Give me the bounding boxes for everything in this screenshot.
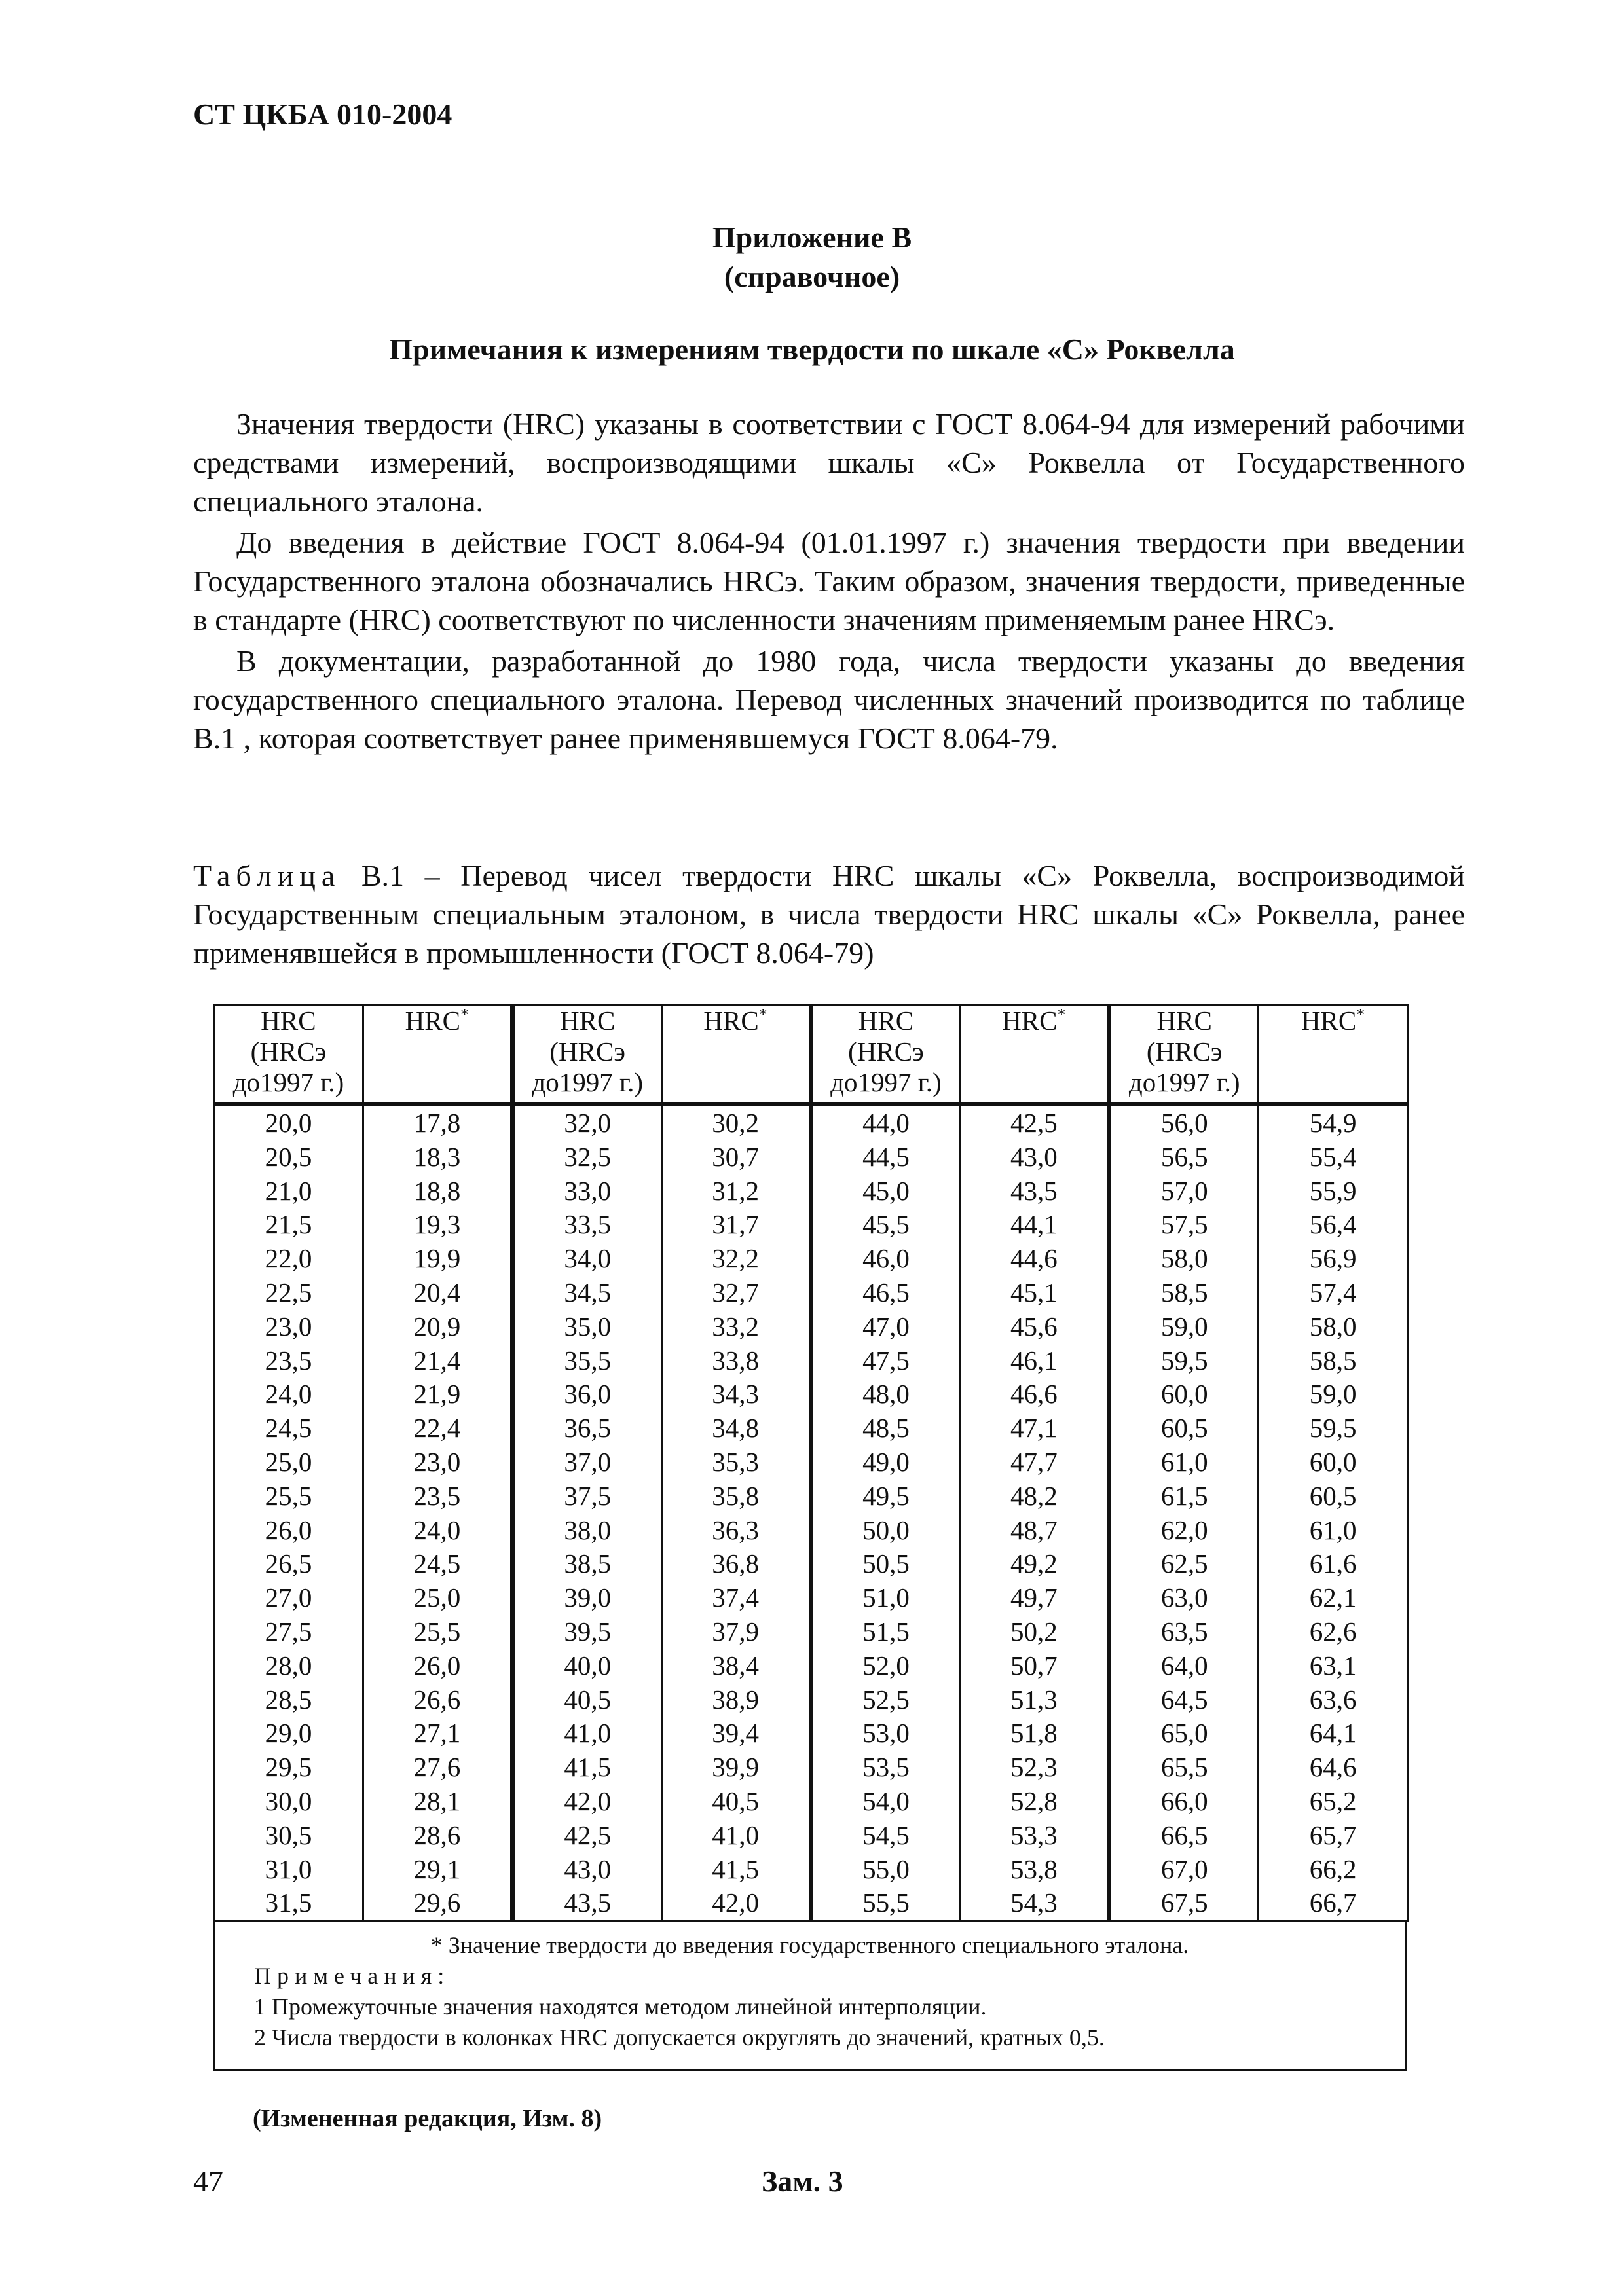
- table-cell-hrc-old: 31,7: [661, 1208, 811, 1242]
- table-cell-hrc-old: 46,6: [960, 1377, 1109, 1412]
- table-cell-hrc-new: 64,5: [1109, 1683, 1259, 1717]
- table-row: [214, 1751, 1408, 1785]
- edit-note: (Измененная редакция, Изм. 8): [253, 2105, 602, 2132]
- table-cell-hrc-new: 20,0: [214, 1104, 363, 1140]
- footnote-mark: *: [758, 1005, 767, 1025]
- table-cell-hrc-old: 65,7: [1259, 1819, 1408, 1853]
- column-header-hrc-old: [1259, 1005, 1408, 1105]
- column-header-hrc-new: [214, 1005, 363, 1105]
- table-cell-hrc-old: 63,6: [1259, 1683, 1408, 1717]
- table-row: [214, 1649, 1408, 1683]
- table-cell-hrc-new: 47,0: [811, 1310, 960, 1344]
- column-header-line: до1997 г.): [532, 1067, 644, 1097]
- table-cell-hrc-new: 33,0: [512, 1175, 661, 1209]
- table-cell-hrc-old: 36,8: [661, 1547, 811, 1581]
- footnote-mark: *: [460, 1005, 469, 1025]
- table-cell-hrc-old: 50,2: [960, 1615, 1109, 1649]
- table-cell-hrc-new: 38,5: [512, 1547, 661, 1581]
- column-header-line: (HRCэ: [1146, 1036, 1223, 1066]
- table-row: [214, 1514, 1408, 1548]
- notes-label: Примечания:: [254, 1963, 451, 1990]
- table-cell-hrc-new: 61,5: [1109, 1480, 1259, 1514]
- table-cell-hrc-old: 45,6: [960, 1310, 1109, 1344]
- table-cell-hrc-old: 55,9: [1259, 1175, 1408, 1209]
- table-cell-hrc-old: 49,2: [960, 1547, 1109, 1581]
- table-cell-hrc-old: 39,4: [661, 1717, 811, 1751]
- table-cell-hrc-old: 64,6: [1259, 1751, 1408, 1785]
- table-cell-hrc-new: 51,0: [811, 1581, 960, 1615]
- table-cell-hrc-old: 53,8: [960, 1853, 1109, 1887]
- column-header-hrc-new: [811, 1005, 960, 1105]
- table-cell-hrc-old: 30,2: [661, 1104, 811, 1140]
- table-cell-hrc-old: 21,9: [363, 1377, 512, 1412]
- table-cell-hrc-new: 31,5: [214, 1886, 363, 1921]
- table-row: [214, 1140, 1408, 1175]
- table-cell-hrc-new: 41,0: [512, 1717, 661, 1751]
- table-cell-hrc-new: 50,5: [811, 1547, 960, 1581]
- table-cell-hrc-old: 39,9: [661, 1751, 811, 1785]
- table-cell-hrc-new: 33,5: [512, 1208, 661, 1242]
- table-cell-hrc-old: 36,3: [661, 1514, 811, 1548]
- table-row: [214, 1175, 1408, 1209]
- column-header-hrc-old: [960, 1005, 1109, 1105]
- table-cell-hrc-old: 60,5: [1259, 1480, 1408, 1514]
- table-cell-hrc-new: 42,5: [512, 1819, 661, 1853]
- table-cell-hrc-new: 53,5: [811, 1751, 960, 1785]
- hardness-conversion-table: [213, 1004, 1409, 1922]
- table-cell-hrc-old: 35,3: [661, 1446, 811, 1480]
- table-cell-hrc-old: 53,3: [960, 1819, 1109, 1853]
- table-cell-hrc-old: 57,4: [1259, 1276, 1408, 1310]
- table-cell-hrc-new: 31,0: [214, 1853, 363, 1887]
- column-header-line: (HRCэ: [848, 1036, 924, 1066]
- table-cell-hrc-old: 58,5: [1259, 1344, 1408, 1378]
- table-cell-hrc-old: 52,3: [960, 1751, 1109, 1785]
- table-cell-hrc-new: 48,0: [811, 1377, 960, 1412]
- column-header-hrc-new: [1109, 1005, 1259, 1105]
- column-header-line: до1997 г.): [830, 1067, 942, 1097]
- table-cell-hrc-new: 55,5: [811, 1886, 960, 1921]
- table-cell-hrc-old: 47,7: [960, 1446, 1109, 1480]
- table-cell-hrc-new: 60,5: [1109, 1412, 1259, 1446]
- table-cell-hrc-old: 38,9: [661, 1683, 811, 1717]
- table-cell-hrc-new: 61,0: [1109, 1446, 1259, 1480]
- table-cell-hrc-old: 61,0: [1259, 1514, 1408, 1548]
- table-cell-hrc-old: 64,1: [1259, 1717, 1408, 1751]
- table-cell-hrc-new: 38,0: [512, 1514, 661, 1548]
- table-cell-hrc-old: 43,0: [960, 1140, 1109, 1175]
- column-header-line: HRC: [560, 1006, 616, 1036]
- table-cell-hrc-new: 37,0: [512, 1446, 661, 1480]
- body-text: [193, 405, 1465, 760]
- table-cell-hrc-old: 19,9: [363, 1242, 512, 1276]
- table-row: [214, 1819, 1408, 1853]
- table-cell-hrc-old: 32,2: [661, 1242, 811, 1276]
- table-cell-hrc-old: 33,8: [661, 1344, 811, 1378]
- page-number: 47: [193, 2164, 223, 2198]
- table-cell-hrc-old: 46,1: [960, 1344, 1109, 1378]
- table-cell-hrc-new: 21,5: [214, 1208, 363, 1242]
- table-cell-hrc-old: 24,0: [363, 1514, 512, 1548]
- conversion-table-wrapper: [213, 1004, 1407, 2071]
- table-cell-hrc-new: 28,5: [214, 1683, 363, 1717]
- column-header-label: HRC: [1301, 1006, 1357, 1036]
- table-cell-hrc-old: 29,6: [363, 1886, 512, 1921]
- column-header-line: HRC: [1156, 1006, 1212, 1036]
- table-cell-hrc-old: 20,9: [363, 1310, 512, 1344]
- table-cell-hrc-new: 46,5: [811, 1276, 960, 1310]
- table-cell-hrc-new: 39,0: [512, 1581, 661, 1615]
- column-header-hrc-new: [512, 1005, 661, 1105]
- table-cell-hrc-old: 34,3: [661, 1377, 811, 1412]
- table-cell-hrc-new: 66,5: [1109, 1819, 1259, 1853]
- table-cell-hrc-new: 39,5: [512, 1615, 661, 1649]
- table-cell-hrc-old: 17,8: [363, 1104, 512, 1140]
- column-header-label: HRC: [1002, 1006, 1058, 1036]
- paragraph: До введения в действие ГОСТ 8.064-94 (01.01.1997 г.) значения твердости при введении Государственного эталона обозначались HRCэ. Таким образом, значения твердости, приведенные в стандарте (HRC) соответствуют по численности значениям применяемым ранее HRCэ.: [193, 526, 1465, 636]
- table-cell-hrc-old: 47,1: [960, 1412, 1109, 1446]
- table-cell-hrc-new: 27,5: [214, 1615, 363, 1649]
- table-cell-hrc-new: 47,5: [811, 1344, 960, 1378]
- table-footnote: * Значение твердости до введения государственного специального эталона.: [430, 1932, 1189, 1959]
- table-cell-hrc-new: 30,5: [214, 1819, 363, 1853]
- table-cell-hrc-new: 67,0: [1109, 1853, 1259, 1887]
- paragraph: В документации, разработанной до 1980 года, числа твердости указаны до введения государственного специального эталона. Перевод численных значений производится по таблице В.1 , которая соответствует ранее применявшемуся ГОСТ 8.064-79.: [193, 644, 1465, 755]
- table-cell-hrc-new: 42,0: [512, 1785, 661, 1819]
- table-cell-hrc-new: 45,5: [811, 1208, 960, 1242]
- table-row: [214, 1886, 1408, 1921]
- table-cell-hrc-new: 63,0: [1109, 1581, 1259, 1615]
- table-cell-hrc-new: 27,0: [214, 1581, 363, 1615]
- table-cell-hrc-new: 57,0: [1109, 1175, 1259, 1209]
- table-cell-hrc-old: 19,3: [363, 1208, 512, 1242]
- table-row: [214, 1683, 1408, 1717]
- table-row: [214, 1480, 1408, 1514]
- table-cell-hrc-old: 20,4: [363, 1276, 512, 1310]
- table-cell-hrc-old: 43,5: [960, 1175, 1109, 1209]
- section-title: Примечания к измерениям твердости по шкале «С» Роквелла: [389, 333, 1235, 366]
- table-cell-hrc-new: 24,0: [214, 1377, 363, 1412]
- table-cell-hrc-new: 34,5: [512, 1276, 661, 1310]
- table-notes: [213, 1922, 1407, 2071]
- table-cell-hrc-new: 44,5: [811, 1140, 960, 1175]
- table-row: [214, 1377, 1408, 1412]
- column-header-line: HRC: [858, 1006, 914, 1036]
- table-cell-hrc-old: 56,4: [1259, 1208, 1408, 1242]
- table-cell-hrc-new: 54,5: [811, 1819, 960, 1853]
- table-cell-hrc-new: 40,5: [512, 1683, 661, 1717]
- table-cell-hrc-new: 49,0: [811, 1446, 960, 1480]
- table-cell-hrc-old: 55,4: [1259, 1140, 1408, 1175]
- table-cell-hrc-new: 22,5: [214, 1276, 363, 1310]
- table-cell-hrc-old: 18,8: [363, 1175, 512, 1209]
- table-header-row: [214, 1005, 1408, 1105]
- table-cell-hrc-new: 66,0: [1109, 1785, 1259, 1819]
- column-header-line: до1997 г.): [232, 1067, 344, 1097]
- table-row: [214, 1785, 1408, 1819]
- column-header-label: HRC: [405, 1006, 460, 1036]
- table-cell-hrc-old: 22,4: [363, 1412, 512, 1446]
- table-cell-hrc-new: 29,5: [214, 1751, 363, 1785]
- table-cell-hrc-old: 48,2: [960, 1480, 1109, 1514]
- document-code: СТ ЦКБА 010-2004: [193, 98, 452, 131]
- table-cell-hrc-new: 57,5: [1109, 1208, 1259, 1242]
- table-cell-hrc-old: 26,6: [363, 1683, 512, 1717]
- table-cell-hrc-old: 41,0: [661, 1819, 811, 1853]
- table-cell-hrc-old: 59,0: [1259, 1377, 1408, 1412]
- table-row: [214, 1717, 1408, 1751]
- table-row: [214, 1412, 1408, 1446]
- table-cell-hrc-old: 28,1: [363, 1785, 512, 1819]
- table-cell-hrc-new: 52,0: [811, 1649, 960, 1683]
- table-cell-hrc-new: 20,5: [214, 1140, 363, 1175]
- table-cell-hrc-old: 62,6: [1259, 1615, 1408, 1649]
- table-cell-hrc-old: 54,3: [960, 1886, 1109, 1921]
- table-cell-hrc-new: 36,5: [512, 1412, 661, 1446]
- table-cell-hrc-old: 49,7: [960, 1581, 1109, 1615]
- column-header-line: до1997 г.): [1128, 1067, 1240, 1097]
- table-cell-hrc-old: 65,2: [1259, 1785, 1408, 1819]
- table-cell-hrc-old: 26,0: [363, 1649, 512, 1683]
- table-cell-hrc-new: 24,5: [214, 1412, 363, 1446]
- table-cell-hrc-new: 65,5: [1109, 1751, 1259, 1785]
- table-cell-hrc-new: 41,5: [512, 1751, 661, 1785]
- table-cell-hrc-new: 43,0: [512, 1853, 661, 1887]
- table-cell-hrc-old: 44,6: [960, 1242, 1109, 1276]
- table-cell-hrc-new: 30,0: [214, 1785, 363, 1819]
- table-cell-hrc-new: 62,0: [1109, 1514, 1259, 1548]
- footnote-mark: *: [1057, 1005, 1066, 1025]
- table-cell-hrc-old: 40,5: [661, 1785, 811, 1819]
- table-cell-hrc-old: 31,2: [661, 1175, 811, 1209]
- table-caption-text: В.1 – Перевод чисел твердости HRC шкалы «С» Роквелла, воспроизводимой Государственным специальным эталоном, в числа твердости HRC шкалы «С» Роквелла, ранее применявшейся в промышленности (ГОСТ 8.064-79): [193, 859, 1465, 970]
- column-header-label: HRC: [703, 1006, 759, 1036]
- table-row: [214, 1208, 1408, 1242]
- table-cell-hrc-new: 63,5: [1109, 1615, 1259, 1649]
- table-cell-hrc-old: 25,0: [363, 1581, 512, 1615]
- table-cell-hrc-old: 23,0: [363, 1446, 512, 1480]
- paragraph: Значения твердости (HRC) указаны в соответствии с ГОСТ 8.064-94 для измерений рабочими средствами измерений, воспроизводящими шкалы «С» Роквелла от Государственного специального эталона.: [193, 407, 1465, 518]
- table-cell-hrc-old: 42,5: [960, 1104, 1109, 1140]
- table-row: [214, 1615, 1408, 1649]
- table-cell-hrc-old: 33,2: [661, 1310, 811, 1344]
- table-cell-hrc-old: 24,5: [363, 1547, 512, 1581]
- table-cell-hrc-new: 62,5: [1109, 1547, 1259, 1581]
- table-cell-hrc-new: 21,0: [214, 1175, 363, 1209]
- table-cell-hrc-new: 65,0: [1109, 1717, 1259, 1751]
- table-cell-hrc-old: 28,6: [363, 1819, 512, 1853]
- column-header-hrc-old: [363, 1005, 512, 1105]
- table-cell-hrc-old: 58,0: [1259, 1310, 1408, 1344]
- table-cell-hrc-new: 25,0: [214, 1446, 363, 1480]
- table-cell-hrc-old: 50,7: [960, 1649, 1109, 1683]
- table-cell-hrc-old: 37,9: [661, 1615, 811, 1649]
- table-cell-hrc-new: 50,0: [811, 1514, 960, 1548]
- column-header-line: (HRCэ: [250, 1036, 327, 1066]
- table-cell-hrc-new: 51,5: [811, 1615, 960, 1649]
- table-cell-hrc-new: 58,5: [1109, 1276, 1259, 1310]
- table-cell-hrc-new: 60,0: [1109, 1377, 1259, 1412]
- table-row: [214, 1547, 1408, 1581]
- table-row: [214, 1310, 1408, 1344]
- table-cell-hrc-new: 29,0: [214, 1717, 363, 1751]
- column-header-line: (HRCэ: [549, 1036, 625, 1066]
- table-cell-hrc-new: 36,0: [512, 1377, 661, 1412]
- table-cell-hrc-new: 56,5: [1109, 1140, 1259, 1175]
- table-cell-hrc-old: 41,5: [661, 1853, 811, 1887]
- table-cell-hrc-new: 45,0: [811, 1175, 960, 1209]
- table-cell-hrc-new: 37,5: [512, 1480, 661, 1514]
- table-cell-hrc-new: 26,5: [214, 1547, 363, 1581]
- table-caption-label: Таблица: [193, 859, 341, 892]
- table-cell-hrc-new: 34,0: [512, 1242, 661, 1276]
- table-cell-hrc-old: 23,5: [363, 1480, 512, 1514]
- table-cell-hrc-new: 53,0: [811, 1717, 960, 1751]
- table-cell-hrc-new: 28,0: [214, 1649, 363, 1683]
- table-cell-hrc-old: 42,0: [661, 1886, 811, 1921]
- table-cell-hrc-new: 43,5: [512, 1886, 661, 1921]
- appendix-subtitle: (справочное): [724, 260, 900, 293]
- table-cell-hrc-new: 54,0: [811, 1785, 960, 1819]
- table-cell-hrc-old: 61,6: [1259, 1547, 1408, 1581]
- table-cell-hrc-old: 51,8: [960, 1717, 1109, 1751]
- table-cell-hrc-old: 51,3: [960, 1683, 1109, 1717]
- table-cell-hrc-old: 30,7: [661, 1140, 811, 1175]
- table-row: [214, 1581, 1408, 1615]
- note-item: 1 Промежуточные значения находятся методом линейной интерполяции.: [254, 1994, 987, 2020]
- table-cell-hrc-old: 66,2: [1259, 1853, 1408, 1887]
- column-header-hrc-old: [661, 1005, 811, 1105]
- table-cell-hrc-new: 46,0: [811, 1242, 960, 1276]
- table-cell-hrc-new: 58,0: [1109, 1242, 1259, 1276]
- table-row: [214, 1276, 1408, 1310]
- table-cell-hrc-new: 59,5: [1109, 1344, 1259, 1378]
- column-header-line: HRC: [261, 1006, 316, 1036]
- table-cell-hrc-old: 60,0: [1259, 1446, 1408, 1480]
- table-cell-hrc-new: 22,0: [214, 1242, 363, 1276]
- appendix-heading: [0, 218, 1624, 297]
- table-cell-hrc-old: 35,8: [661, 1480, 811, 1514]
- table-cell-hrc-old: 27,1: [363, 1717, 512, 1751]
- table-cell-hrc-new: 35,0: [512, 1310, 661, 1344]
- table-cell-hrc-old: 56,9: [1259, 1242, 1408, 1276]
- table-cell-hrc-new: 49,5: [811, 1480, 960, 1514]
- table-cell-hrc-old: 21,4: [363, 1344, 512, 1378]
- footnote-mark: *: [1356, 1005, 1365, 1025]
- table-cell-hrc-old: 34,8: [661, 1412, 811, 1446]
- table-cell-hrc-new: 26,0: [214, 1514, 363, 1548]
- note-item: 2 Числа твердости в колонках HRC допускается округлять до значений, кратных 0,5.: [254, 2024, 1105, 2051]
- table-cell-hrc-old: 27,6: [363, 1751, 512, 1785]
- table-row: [214, 1344, 1408, 1378]
- table-cell-hrc-old: 54,9: [1259, 1104, 1408, 1140]
- table-cell-hrc-new: 55,0: [811, 1853, 960, 1887]
- table-row: [214, 1242, 1408, 1276]
- table-row: [214, 1853, 1408, 1887]
- table-cell-hrc-new: 32,5: [512, 1140, 661, 1175]
- table-cell-hrc-old: 45,1: [960, 1276, 1109, 1310]
- table-caption: [193, 856, 1465, 972]
- table-cell-hrc-old: 62,1: [1259, 1581, 1408, 1615]
- table-cell-hrc-old: 63,1: [1259, 1649, 1408, 1683]
- amendment-label: Зам. 3: [762, 2164, 843, 2198]
- table-body: [214, 1104, 1408, 1922]
- table-cell-hrc-old: 32,7: [661, 1276, 811, 1310]
- table-cell-hrc-old: 18,3: [363, 1140, 512, 1175]
- table-cell-hrc-new: 35,5: [512, 1344, 661, 1378]
- table-row: [214, 1104, 1408, 1140]
- table-cell-hrc-new: 48,5: [811, 1412, 960, 1446]
- table-cell-hrc-new: 40,0: [512, 1649, 661, 1683]
- appendix-title: Приложение В: [712, 221, 912, 254]
- table-cell-hrc-new: 44,0: [811, 1104, 960, 1140]
- table-cell-hrc-new: 64,0: [1109, 1649, 1259, 1683]
- table-cell-hrc-old: 29,1: [363, 1853, 512, 1887]
- table-cell-hrc-new: 59,0: [1109, 1310, 1259, 1344]
- table-cell-hrc-old: 25,5: [363, 1615, 512, 1649]
- table-cell-hrc-new: 67,5: [1109, 1886, 1259, 1921]
- table-cell-hrc-old: 59,5: [1259, 1412, 1408, 1446]
- table-cell-hrc-new: 56,0: [1109, 1104, 1259, 1140]
- table-cell-hrc-new: 25,5: [214, 1480, 363, 1514]
- table-cell-hrc-new: 32,0: [512, 1104, 661, 1140]
- table-cell-hrc-old: 37,4: [661, 1581, 811, 1615]
- table-cell-hrc-old: 66,7: [1259, 1886, 1408, 1921]
- table-cell-hrc-old: 48,7: [960, 1514, 1109, 1548]
- table-cell-hrc-new: 23,5: [214, 1344, 363, 1378]
- table-row: [214, 1446, 1408, 1480]
- table-cell-hrc-new: 52,5: [811, 1683, 960, 1717]
- table-cell-hrc-new: 23,0: [214, 1310, 363, 1344]
- table-cell-hrc-old: 38,4: [661, 1649, 811, 1683]
- table-cell-hrc-old: 44,1: [960, 1208, 1109, 1242]
- table-cell-hrc-old: 52,8: [960, 1785, 1109, 1819]
